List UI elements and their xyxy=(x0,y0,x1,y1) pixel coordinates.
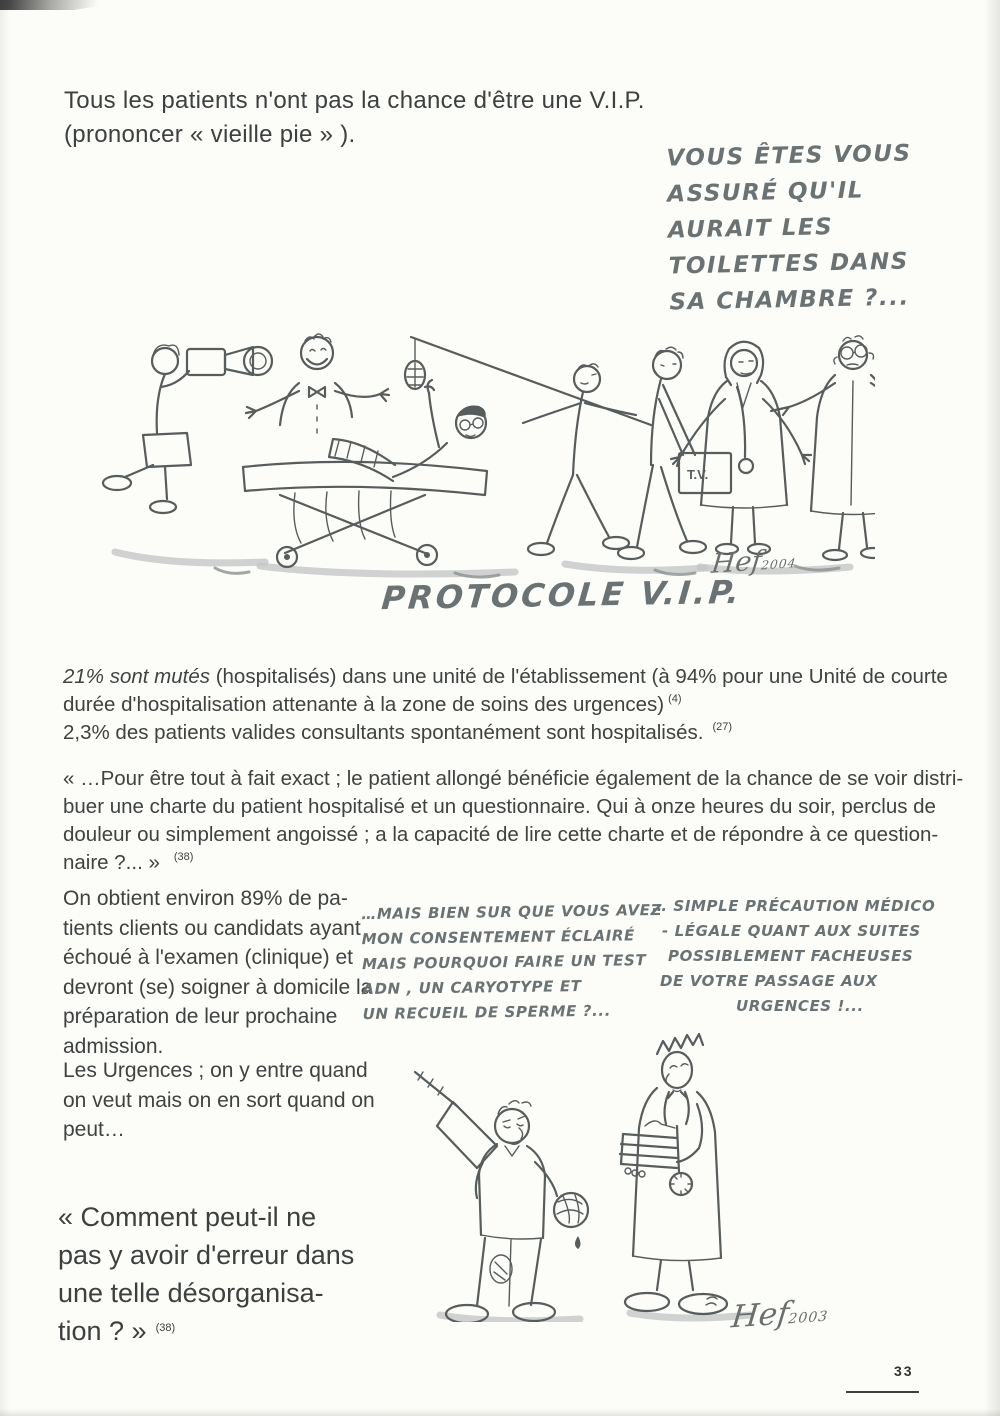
cartoon-tv-crew-scene xyxy=(95,315,875,583)
cartoon-caption: PROTOCOLE V.I.P. xyxy=(380,572,744,618)
stats-paragraph xyxy=(63,663,948,747)
footnote-ref: (27) xyxy=(712,721,733,733)
male-doctor-figure xyxy=(771,336,875,560)
doctor-figure xyxy=(620,1034,727,1314)
page-number: 33 xyxy=(894,1363,914,1379)
artist-signature-top xyxy=(710,543,799,580)
intro-line: Tous les patients n'ont pas la chance d'être une V.I.P. xyxy=(64,87,645,114)
footnote-ref: (4) xyxy=(668,693,682,705)
speech-line: AURAIT LES xyxy=(667,214,834,244)
stats-italic-lead: 21% sont mutés xyxy=(63,665,210,688)
speech-line: SA CHAMBRE ?... xyxy=(669,284,910,316)
left-column-paragraph-2: Les Urgences ; on y entre quand on veut mais on en sort quand on peut… xyxy=(63,1059,375,1141)
gurney-patient-figure xyxy=(243,380,487,567)
signature-name: Hef xyxy=(709,545,764,580)
presenter-figure xyxy=(246,334,389,433)
intro-line: (prononcer « vieille pie » ). xyxy=(64,121,356,148)
scan-smudge-top-left xyxy=(0,0,135,10)
closing-quote: « Comment peut-il ne pas y avoir d'erreur dans une telle désorganisa- tion ? » $^{(38)}$ xyxy=(58,1202,355,1346)
stats-line: 21% sont mutés (hospitalisés) dans une unité de l'établissement (à 94% pour une Unité de courte xyxy=(63,665,948,688)
scan-edge-left xyxy=(0,0,10,1416)
speech-top-right xyxy=(666,135,915,320)
scan-edge-bottom xyxy=(0,1409,1000,1416)
stats-line: 2,3% des patients valides consultants spontanément sont hospitalisés. $^{(27)}$ xyxy=(63,721,733,744)
footnote-ref: (38) xyxy=(173,851,194,863)
stats-line: durée d'hospitalisation attenante à la zone de soins des urgences) $^{(4)}$ xyxy=(63,693,682,716)
cameraman-figure xyxy=(103,345,272,513)
quote-line: buer une charte du patient hospitalisé et un questionnaire. Qui à onze heures du soir, perclus de xyxy=(63,795,936,818)
quote-line: naire ?... » $^{(38)}$ xyxy=(63,851,194,874)
signature-year: 2004 xyxy=(760,556,798,573)
cartoon-patient-doctor-scene xyxy=(385,1022,785,1322)
quote-line: « …Pour être tout à fait exact ; le patient allongé bénéficie également de la chance de se voir distri- xyxy=(63,767,964,790)
speech-line: ASSURÉ QU'IL xyxy=(667,177,865,208)
speech-bottom-left: …MAIS BIEN SUR QUE VOUS AVEZ MON CONSENTEMENT ÉCLAIRÉ MAIS POURQUOI FAIRE UN TEST ADN , UN CARYOTYPE ET UN RECUEIL DE SPERME ?... xyxy=(361,900,663,1024)
signature-name: Hef xyxy=(729,1295,791,1336)
boom-mic-operator-figure xyxy=(405,337,651,555)
artist-signature-bottom xyxy=(730,1293,831,1336)
injured-patient-figure xyxy=(415,1072,588,1322)
speech-line: VOUS ÊTES VOUS xyxy=(666,140,912,172)
quote-paragraph xyxy=(63,765,963,877)
signature-year: 2003 xyxy=(787,1308,830,1328)
scan-edge-right xyxy=(984,0,1000,1416)
speech-bottom-right: … SIMPLE PRÉCAUTION MÉDICO - LÉGALE QUANT AUX SUITES POSSIBLEMENT FACHEUSES DE VOTRE PASSAGE AUX URGENCES !... xyxy=(652,897,936,1015)
tv-box-label: T.V. xyxy=(687,467,709,482)
tv-soundman-figure xyxy=(618,347,731,559)
footnote-ref: (38) xyxy=(155,1322,176,1334)
quote-line: douleur ou simplement angoissé ; a la capacité de lire cette charte et de répondre à ce question- xyxy=(63,823,939,846)
speech-line: TOILETTES DANS xyxy=(668,248,910,280)
footer-rule xyxy=(846,1391,919,1393)
intro-text xyxy=(64,84,645,152)
left-column-paragraph-1: On obtient environ 89% de pa- tients clients ou candidats ayant échoué à l'examen (clinique) et devront (se) soigner à domicile la préparation de leur prochaine admission. xyxy=(63,887,373,1058)
